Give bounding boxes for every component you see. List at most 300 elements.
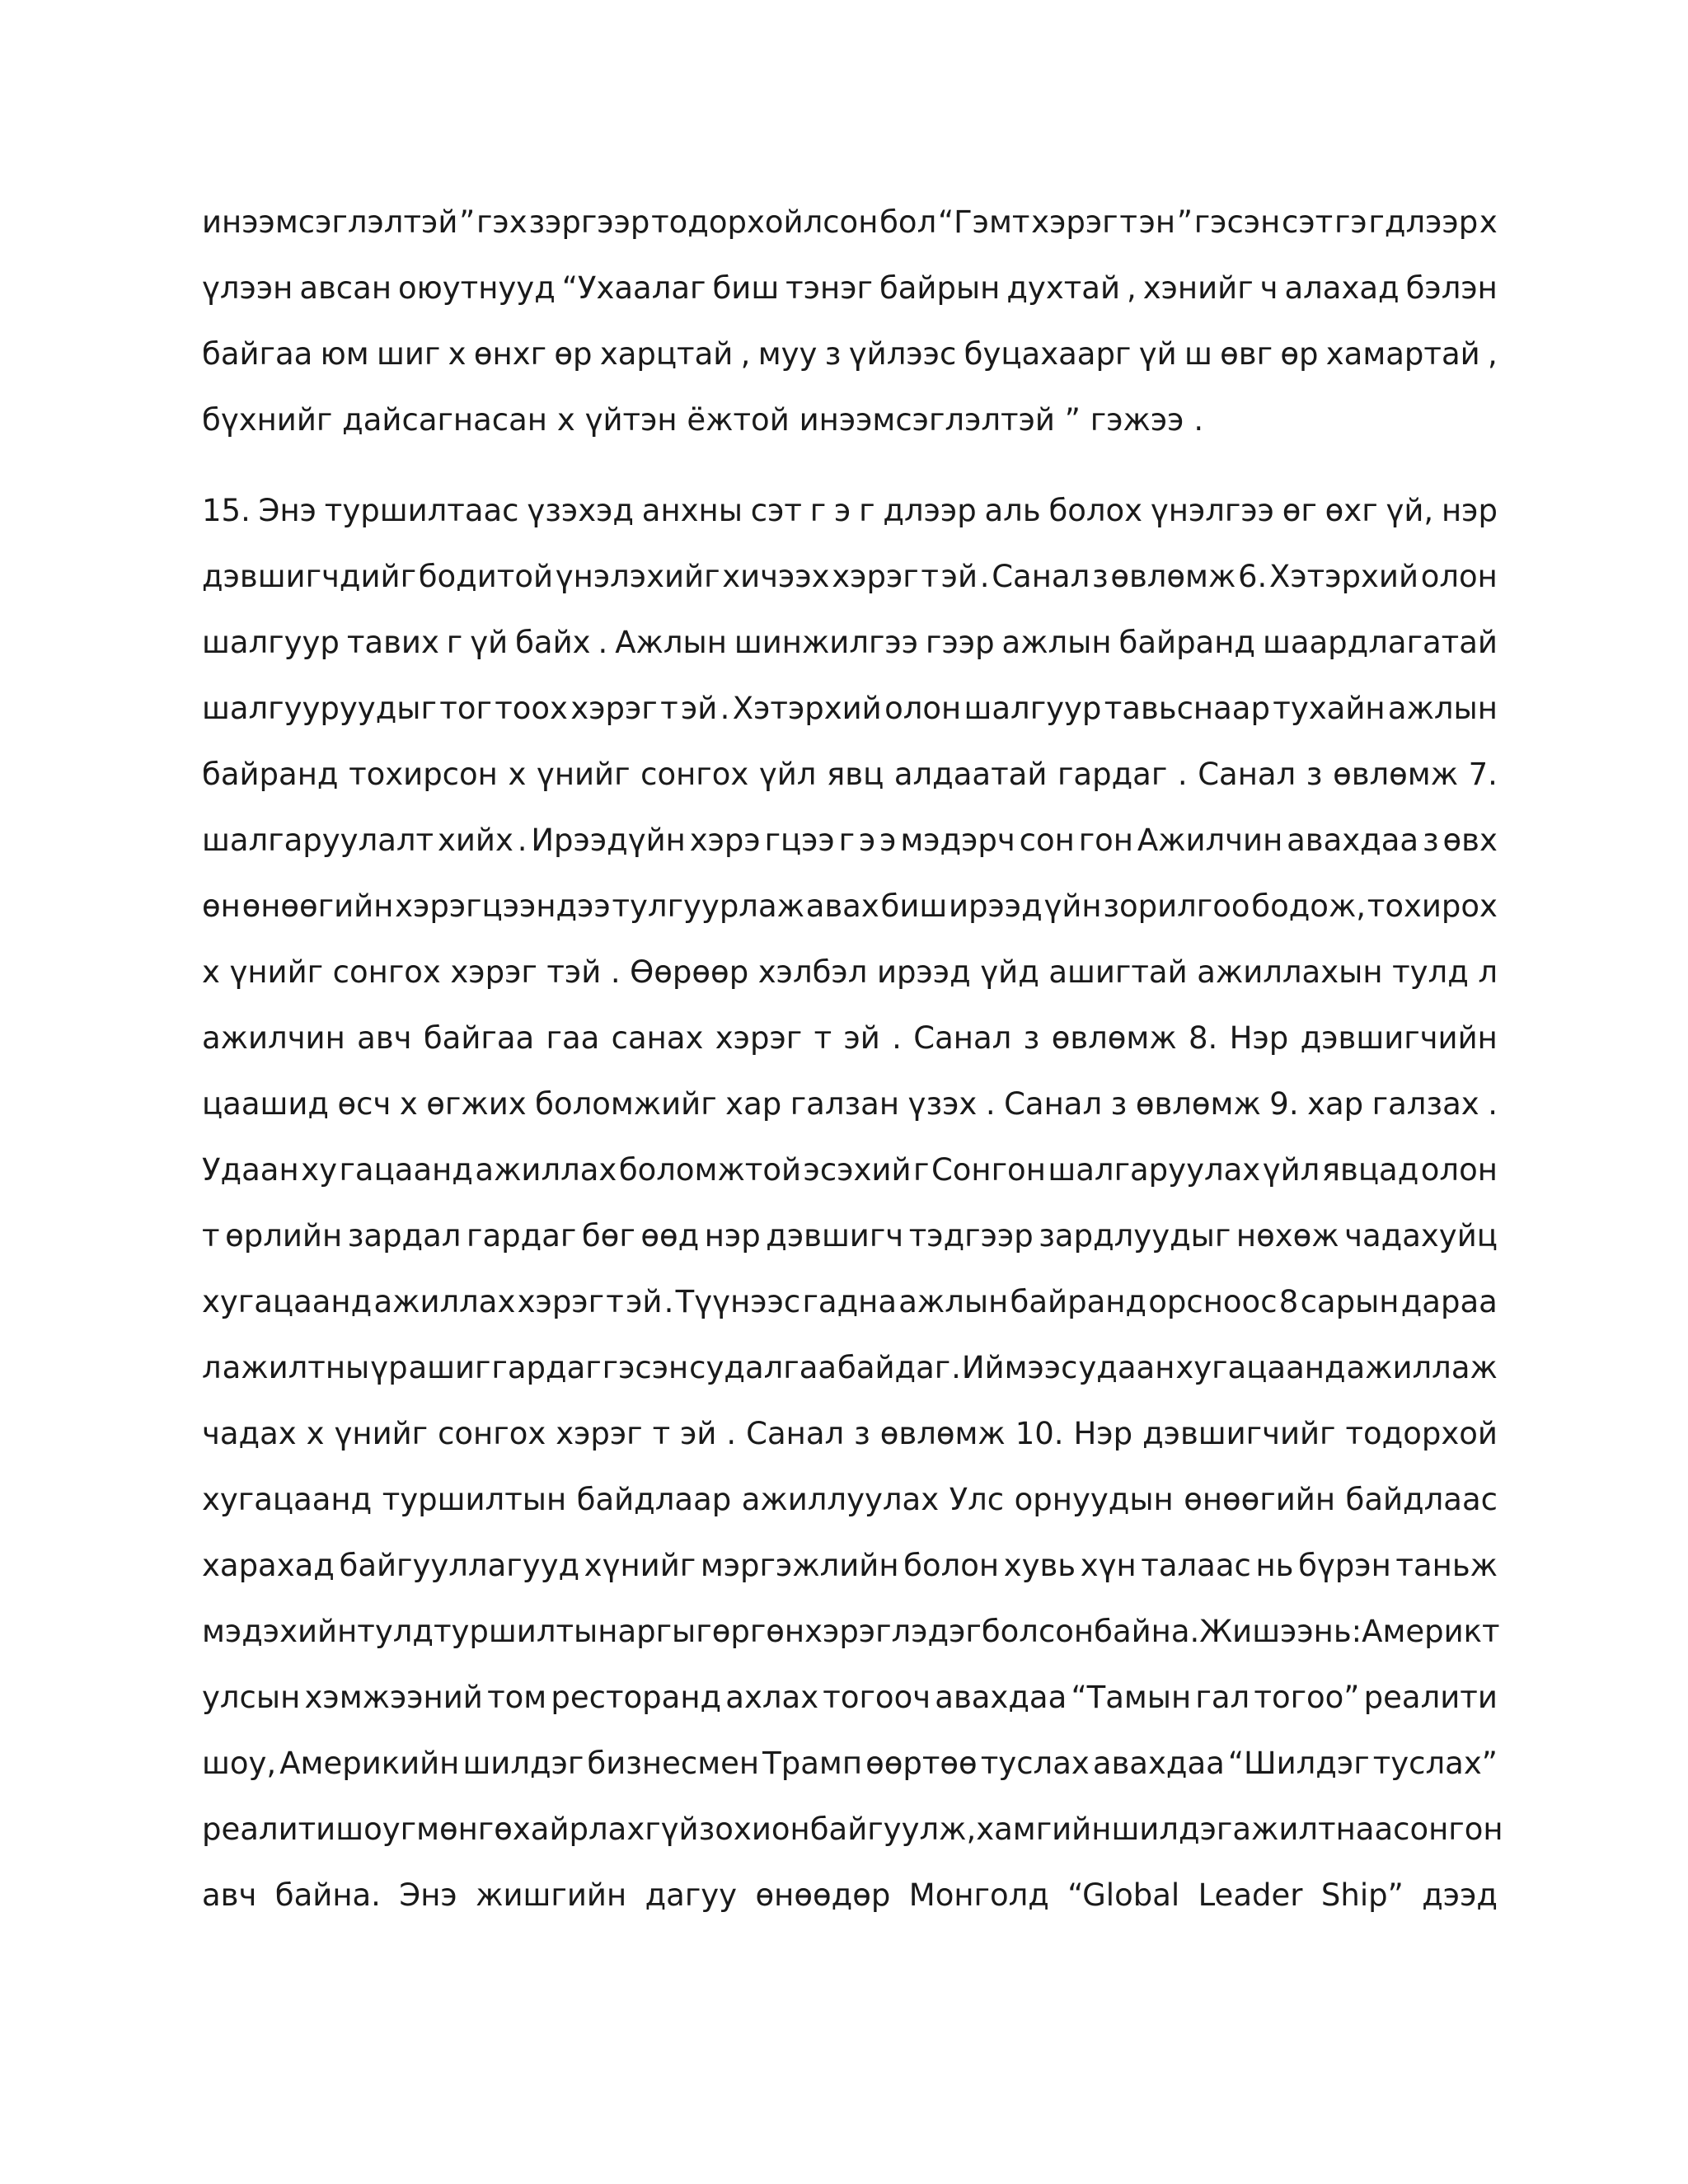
word: санах xyxy=(611,1020,704,1056)
word: реалити xyxy=(1363,1680,1498,1715)
word: туршилтын xyxy=(433,1614,618,1649)
word: , xyxy=(740,336,751,372)
word: өөд xyxy=(640,1218,700,1254)
word: т xyxy=(202,1218,220,1254)
word: дэвшигчдийг xyxy=(202,559,417,594)
word: галзан xyxy=(790,1086,900,1122)
word: мөнгө xyxy=(416,1811,513,1847)
word: гээр xyxy=(926,625,995,660)
word: муу xyxy=(757,336,818,372)
word: хэрэг xyxy=(517,1284,605,1319)
word: 10. xyxy=(1015,1416,1064,1451)
word: гэх xyxy=(476,204,528,240)
word: ажиллах xyxy=(373,1284,516,1319)
word: тэдгээр xyxy=(908,1218,1034,1254)
word: т xyxy=(921,559,939,594)
word: . xyxy=(726,1416,737,1451)
word: Иймээс xyxy=(961,1350,1078,1385)
word: авахдаа xyxy=(1092,1746,1225,1781)
word: т xyxy=(814,1020,832,1056)
word: байгууллагууд xyxy=(339,1548,580,1583)
word: өр xyxy=(1280,336,1319,372)
word: гэсэн xyxy=(1193,204,1281,240)
word: ажилтны xyxy=(222,1350,370,1385)
word: эй xyxy=(680,1416,717,1451)
word: үнийг xyxy=(334,1416,429,1451)
word: гардаг xyxy=(491,1350,602,1385)
word: ирээд xyxy=(948,888,1043,924)
text-line xyxy=(202,748,1498,814)
word: гал xyxy=(1195,1680,1250,1715)
word: буцахаарг xyxy=(964,336,1132,372)
word: х xyxy=(1479,204,1498,240)
word: гадна xyxy=(802,1284,898,1319)
word: э xyxy=(834,493,851,528)
word: г xyxy=(446,625,463,660)
word: . xyxy=(985,1086,996,1122)
word: өсч xyxy=(337,1086,392,1122)
text-line xyxy=(202,196,1498,262)
word: хар xyxy=(725,1086,782,1122)
word: з xyxy=(1110,1086,1128,1122)
word: Ship” xyxy=(1320,1877,1404,1913)
word: 7. xyxy=(1468,757,1498,792)
word: том xyxy=(487,1680,547,1715)
word: өхг xyxy=(1325,493,1378,528)
word: Энэ xyxy=(399,1877,457,1913)
word: үйн xyxy=(1043,888,1102,924)
word: орнуудын xyxy=(1014,1482,1174,1517)
word: хайрлахгүй xyxy=(512,1811,699,1847)
word: өрлийн xyxy=(225,1218,343,1254)
word: з xyxy=(854,1416,870,1451)
text-line xyxy=(202,1540,1498,1605)
word: дагуу xyxy=(645,1877,738,1913)
word: өг xyxy=(1282,493,1317,528)
word: гдлээр xyxy=(1368,204,1479,240)
word: эй xyxy=(626,1284,663,1319)
word: Санал xyxy=(1004,1086,1103,1122)
text-line xyxy=(202,1210,1498,1276)
word: өгжих xyxy=(426,1086,527,1122)
word: дараа xyxy=(1400,1284,1498,1319)
word: 8 xyxy=(1278,1284,1299,1319)
word: бэлэн xyxy=(1405,270,1498,306)
word: ахлах xyxy=(725,1680,819,1715)
word: олон xyxy=(1420,559,1498,594)
word: зэргээр xyxy=(528,204,650,240)
word: зардал xyxy=(347,1218,462,1254)
text-line xyxy=(202,682,1498,748)
word: үр xyxy=(370,1350,408,1385)
word: дээд xyxy=(1422,1877,1498,1913)
word: дайсагнасан xyxy=(342,402,548,438)
word: хэрэг xyxy=(570,691,658,726)
word: авахдаа xyxy=(935,1680,1067,1715)
word: . xyxy=(720,691,730,726)
word: байдлаас xyxy=(1345,1482,1498,1517)
word: алдаатай xyxy=(893,757,1048,792)
word: хэнийг xyxy=(1142,270,1254,306)
word: талаас xyxy=(1141,1548,1251,1583)
word: бүрэн xyxy=(1298,1548,1391,1583)
word: эй xyxy=(680,691,718,726)
word: үй xyxy=(1138,336,1177,372)
word: г xyxy=(809,493,827,528)
word: Ирээдүйн xyxy=(531,823,686,858)
word: нөхөж xyxy=(1236,1218,1339,1254)
word: байх xyxy=(515,625,591,660)
word: духтай xyxy=(1006,270,1120,306)
word: ашигтай xyxy=(1048,954,1188,990)
word: Түүнээс xyxy=(675,1284,801,1319)
word: байна. xyxy=(274,1877,381,1913)
word: өөртөө xyxy=(865,1746,978,1781)
word: . xyxy=(663,1284,674,1319)
word: . xyxy=(951,1350,961,1385)
word: үзэхэд xyxy=(527,493,634,528)
word: хүнийг xyxy=(584,1548,696,1583)
word: эсэхий xyxy=(803,1152,912,1188)
text-line xyxy=(202,394,1498,460)
word: нэр xyxy=(1441,493,1498,528)
word: гардаг xyxy=(467,1218,577,1254)
word: сарын xyxy=(1300,1284,1400,1319)
text-line xyxy=(202,262,1498,328)
word: чадахуйц xyxy=(1344,1218,1498,1254)
word: өвлөмж xyxy=(1333,757,1459,792)
word: байгуулж, xyxy=(809,1811,977,1847)
word: сон xyxy=(1019,823,1075,858)
word: өнхг xyxy=(473,336,547,372)
word: үнийг xyxy=(536,757,631,792)
word: ажиллуулах xyxy=(741,1482,940,1517)
word: сонгох xyxy=(640,757,749,792)
word: улсын xyxy=(202,1680,301,1715)
word: тогоо” xyxy=(1254,1680,1360,1715)
word: олон xyxy=(1420,1152,1498,1188)
word: . xyxy=(892,1020,902,1056)
word: гацаанд xyxy=(339,1152,473,1188)
text-line xyxy=(202,1737,1498,1803)
word: гон xyxy=(1078,823,1133,858)
word: Удаан xyxy=(202,1152,299,1188)
word: юм xyxy=(320,336,369,372)
word: шоуг xyxy=(335,1811,417,1847)
word: з xyxy=(1091,559,1109,594)
word: л xyxy=(1478,954,1498,990)
text-line xyxy=(202,880,1498,946)
word: Санал xyxy=(992,559,1090,594)
word: Монголд xyxy=(908,1877,1049,1913)
word: ажилчин xyxy=(202,1020,345,1056)
word: өр xyxy=(554,336,593,372)
word: сонгон xyxy=(1393,1811,1503,1847)
word: шиг xyxy=(377,336,441,372)
word: ажилтнаа xyxy=(1232,1811,1394,1847)
word: тулд xyxy=(1392,954,1469,990)
word: 15. xyxy=(202,493,251,528)
word: ” xyxy=(1064,402,1081,438)
word: Өөрөөр xyxy=(630,954,749,990)
word: хэлбэл xyxy=(757,954,868,990)
word: байгаа xyxy=(202,336,313,372)
word: Leader xyxy=(1198,1877,1303,1913)
word: хугацаанд xyxy=(202,1284,373,1319)
word: Америкийн xyxy=(279,1746,460,1781)
word: өнөөгийн xyxy=(241,888,394,924)
text-line xyxy=(202,328,1498,394)
word: боломжийг xyxy=(535,1086,717,1122)
word: өвлөмж xyxy=(1051,1020,1177,1056)
word: 8. xyxy=(1189,1020,1218,1056)
word: өнөөгийн xyxy=(1184,1482,1336,1517)
word: х xyxy=(399,1086,418,1122)
word: аргыг xyxy=(617,1614,712,1649)
text-line xyxy=(202,1803,1503,1869)
word: Санал xyxy=(913,1020,1012,1056)
word: явцад xyxy=(1321,1152,1419,1188)
word: гэсэн xyxy=(602,1350,689,1385)
word: байранд xyxy=(1118,625,1256,660)
word: сонгох xyxy=(332,954,441,990)
word: гардаг xyxy=(1057,757,1168,792)
word: ажлын xyxy=(898,1284,1009,1319)
word: үйл xyxy=(758,757,817,792)
word: хэмжээний xyxy=(304,1680,483,1715)
word: гэ xyxy=(1334,204,1367,240)
word: авч xyxy=(202,1877,257,1913)
word: тодорхой xyxy=(1345,1416,1498,1451)
word: хэрэг xyxy=(1031,204,1118,240)
word: длээр xyxy=(883,493,977,528)
word: явц xyxy=(827,757,884,792)
word: тогооч xyxy=(823,1680,931,1715)
word: шалгуур xyxy=(202,625,340,660)
word: болох xyxy=(1048,493,1143,528)
word: инээмсэглэлтэй xyxy=(799,402,1055,438)
word: эй xyxy=(843,1020,880,1056)
text-line xyxy=(202,1671,1498,1737)
word: хугацаанд xyxy=(202,1482,373,1517)
word: х xyxy=(306,1416,325,1451)
word: ш xyxy=(1184,336,1212,372)
word: мэдэхийн xyxy=(202,1614,358,1649)
word: . xyxy=(598,625,608,660)
text-line xyxy=(202,1144,1498,1210)
text-line xyxy=(202,1605,1498,1671)
word: мэдэрч xyxy=(900,823,1015,858)
word: хэрэглэдэг xyxy=(804,1614,982,1649)
text-line xyxy=(202,814,1498,880)
word: байранд xyxy=(202,757,339,792)
word: ажиллахын xyxy=(1197,954,1383,990)
word: тухайн xyxy=(1273,691,1386,726)
word: хамгийн xyxy=(976,1811,1112,1847)
word: г xyxy=(913,1152,930,1188)
word: “Шилдэг xyxy=(1227,1746,1370,1781)
word: , xyxy=(1488,336,1498,372)
word: Улс xyxy=(949,1482,1005,1517)
word: гцээ xyxy=(764,823,835,858)
text-line xyxy=(202,1474,1498,1540)
word: . xyxy=(517,823,528,858)
text-line xyxy=(202,946,1498,1012)
word: Санал xyxy=(746,1416,845,1451)
word: зардлуудыг xyxy=(1039,1218,1231,1254)
word: . xyxy=(979,559,990,594)
word: туршилтын xyxy=(382,1482,567,1517)
word: дэвшигчийг xyxy=(1142,1416,1336,1451)
word: бодож, xyxy=(1251,888,1367,924)
word: аль xyxy=(984,493,1041,528)
word: үйл xyxy=(1262,1152,1320,1188)
word: . xyxy=(1193,402,1204,438)
word: Энэ xyxy=(258,493,316,528)
word: нь: xyxy=(1313,1614,1362,1649)
word: инээмсэглэлтэй xyxy=(202,204,458,240)
word: авах xyxy=(805,888,879,924)
word: нэр xyxy=(704,1218,761,1254)
word: гэжээ xyxy=(1090,402,1184,438)
word: тодорхойлсон xyxy=(651,204,879,240)
word: Нэр xyxy=(1073,1416,1133,1451)
word: хувь xyxy=(1003,1548,1076,1583)
word: үй, xyxy=(1386,493,1434,528)
word: өвг xyxy=(1220,336,1273,372)
word: зорилгоо xyxy=(1103,888,1250,924)
word: шоу, xyxy=(202,1746,277,1781)
word: бол xyxy=(879,204,937,240)
word: байранд xyxy=(1010,1284,1147,1319)
word: Хэтэрхий xyxy=(732,691,882,726)
word: сэт xyxy=(1282,204,1334,240)
word: шилдэг xyxy=(1111,1811,1233,1847)
word: сэт xyxy=(750,493,802,528)
word: дэвшигч xyxy=(766,1218,904,1254)
word: ” xyxy=(1176,204,1193,240)
word: 9. xyxy=(1269,1086,1299,1122)
word: . xyxy=(610,954,621,990)
word: ресторанд xyxy=(551,1680,722,1715)
text-line xyxy=(202,1408,1498,1474)
word: эй xyxy=(940,559,978,594)
word: тулд xyxy=(357,1614,434,1649)
word: үнэлгээ xyxy=(1150,493,1274,528)
word: авсан xyxy=(299,270,392,306)
text-line xyxy=(202,551,1498,616)
word: ” xyxy=(459,204,476,240)
word: хийх xyxy=(437,823,513,858)
word: үлээн xyxy=(202,270,293,306)
word: бодитой xyxy=(418,559,554,594)
word: Жишээ xyxy=(1199,1614,1314,1649)
word: байгаа xyxy=(423,1020,535,1056)
word: байрын xyxy=(879,270,1001,306)
word: л xyxy=(202,1350,222,1385)
word: шалгууруудыг xyxy=(202,691,437,726)
word: г xyxy=(859,493,875,528)
word: орсноос xyxy=(1148,1284,1278,1319)
word: Ажлын xyxy=(615,625,727,660)
word: з xyxy=(1023,1020,1040,1056)
word: авахдаа xyxy=(1287,823,1419,858)
paragraph-1 xyxy=(202,196,1498,460)
word: бөг xyxy=(581,1218,635,1254)
word: боломжтой xyxy=(618,1152,802,1188)
word: “Ухаалаг xyxy=(561,270,706,306)
text-line xyxy=(202,616,1498,682)
word: , xyxy=(1126,270,1137,306)
word: хэрэг xyxy=(556,1416,643,1451)
word: цаашид xyxy=(202,1086,330,1122)
paragraph-2 xyxy=(202,485,1503,1935)
word: биш xyxy=(880,888,948,924)
word: шаардлагатай xyxy=(1262,625,1498,660)
word: ажлын xyxy=(1001,625,1112,660)
word: үй xyxy=(470,625,509,660)
word: тохирох xyxy=(1367,888,1498,924)
word: . xyxy=(1177,757,1188,792)
word: з xyxy=(1306,757,1323,792)
word: “Гэмт xyxy=(937,204,1030,240)
word: таньж xyxy=(1395,1548,1498,1583)
word: хүн xyxy=(1080,1548,1137,1583)
word: галзах xyxy=(1372,1086,1479,1122)
word: Нэр xyxy=(1229,1020,1289,1056)
word: өвлөмж xyxy=(879,1416,1006,1451)
word: хугацаанд xyxy=(1175,1350,1346,1385)
word: өнөөдөр xyxy=(755,1877,891,1913)
word: шилдэг xyxy=(462,1746,584,1781)
word: харахад xyxy=(202,1548,335,1583)
word: ашиг xyxy=(408,1350,491,1385)
word: т xyxy=(606,1284,624,1319)
word: гаа xyxy=(546,1020,600,1056)
word: байдаг xyxy=(837,1350,951,1385)
word: өвх xyxy=(1442,823,1498,858)
text-line xyxy=(202,1012,1498,1078)
word: тулгуурлаж xyxy=(612,888,804,924)
word: э xyxy=(858,823,876,858)
word: тог xyxy=(439,691,492,726)
word: өвлөмж xyxy=(1135,1086,1261,1122)
word: бүхнийг xyxy=(202,402,333,438)
word: хар xyxy=(1307,1086,1364,1122)
word: Ажилчин xyxy=(1137,823,1283,858)
text-line xyxy=(202,485,1498,551)
word: шалгаруулах xyxy=(1048,1152,1261,1188)
text-line xyxy=(202,1078,1498,1144)
word: болсон xyxy=(981,1614,1095,1649)
text-line xyxy=(202,1869,1498,1935)
word: туршилтаас xyxy=(324,493,519,528)
word: туслах” xyxy=(1372,1746,1498,1781)
word: алахад xyxy=(1284,270,1400,306)
word: олон xyxy=(884,691,962,726)
word: х xyxy=(556,402,575,438)
word: ажиллаж xyxy=(1346,1350,1498,1385)
word: туслах xyxy=(980,1746,1090,1781)
word: шинжилгээ xyxy=(734,625,919,660)
word: тохирсон xyxy=(349,757,498,792)
word: Трамп xyxy=(762,1746,863,1781)
word: оюутнууд xyxy=(397,270,556,306)
word: з xyxy=(824,336,842,372)
word: нь xyxy=(1255,1548,1294,1583)
word: байна. xyxy=(1094,1614,1200,1649)
word: ажлын xyxy=(1387,691,1498,726)
